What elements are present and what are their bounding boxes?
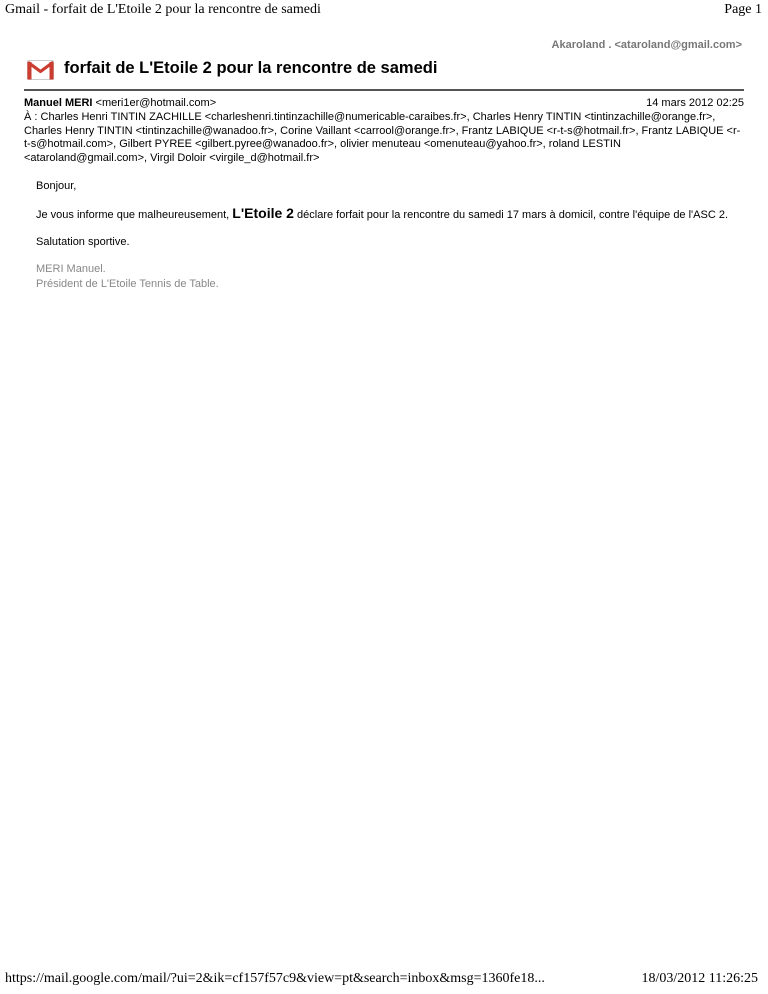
sender-name: Manuel MERI [24, 97, 93, 109]
team-name: L'Etoile 2 [232, 205, 294, 221]
signature-title: Président de L'Etoile Tennis de Table. [36, 278, 219, 290]
sender-email: <meri1er@hotmail.com> [95, 97, 217, 109]
paragraph-end: déclare forfait pour la rencontre du samedi 17 mars à domicil, contre l'équipe de l'ASC 2. [293, 209, 729, 221]
body-paragraph [36, 206, 744, 223]
from-line [24, 97, 744, 111]
recipients: À : Charles Henri TINTIN ZACHILLE <charleshenri.tintinzachille@numericable-caraibes.fr>, Charles Henry TINTIN <tintinzachille@orange.fr>, Charles Henry TINTIN <tintinzachille@wanadoo.fr>, Corine Vaillant <carrool@orange.fr>, Frantz LABIQUE <r-t-s@hotmail.fr>, Frantz LABIQUE <r-t-s@hotmail.com>, Gilbert PYREE <gilbert.pyree@wanadoo.fr>, olivier menuteau <omenuteau@yahoo.fr>, roland LESTIN <ataroland@gmail.com>, Virgil Doloir <virgile_d@hotmail.fr> [24, 111, 741, 164]
page-url: https://mail.google.com/mail/?ui=2&ik=cf157f57c9&view=pt&search=inbox&msg=1360fe18... [5, 971, 545, 986]
message-body [36, 179, 744, 292]
greeting: Bonjour, [36, 180, 77, 192]
page-number: Page 1 [724, 2, 762, 17]
email-subject: forfait de L'Etoile 2 pour la rencontre de samedi [64, 59, 438, 77]
closing: Salutation sportive. [36, 236, 130, 248]
print-footer [0, 966, 768, 994]
signature [36, 262, 744, 292]
gmail-logo-icon [27, 60, 54, 80]
print-timestamp: 18/03/2012 11:26:25 [641, 971, 758, 986]
print-title: Gmail - forfait de L'Etoile 2 pour la rencontre de samedi [5, 2, 321, 17]
signature-name: MERI Manuel. [36, 263, 106, 275]
account-label: Akaroland . <ataroland@gmail.com> [551, 39, 742, 51]
paragraph-start: Je vous informe que malheureusement, [36, 209, 233, 221]
print-header [0, 0, 768, 22]
message-date: 14 mars 2012 02:25 [646, 97, 744, 109]
subject-header [24, 56, 744, 90]
divider [24, 89, 744, 91]
message-header [24, 97, 744, 165]
